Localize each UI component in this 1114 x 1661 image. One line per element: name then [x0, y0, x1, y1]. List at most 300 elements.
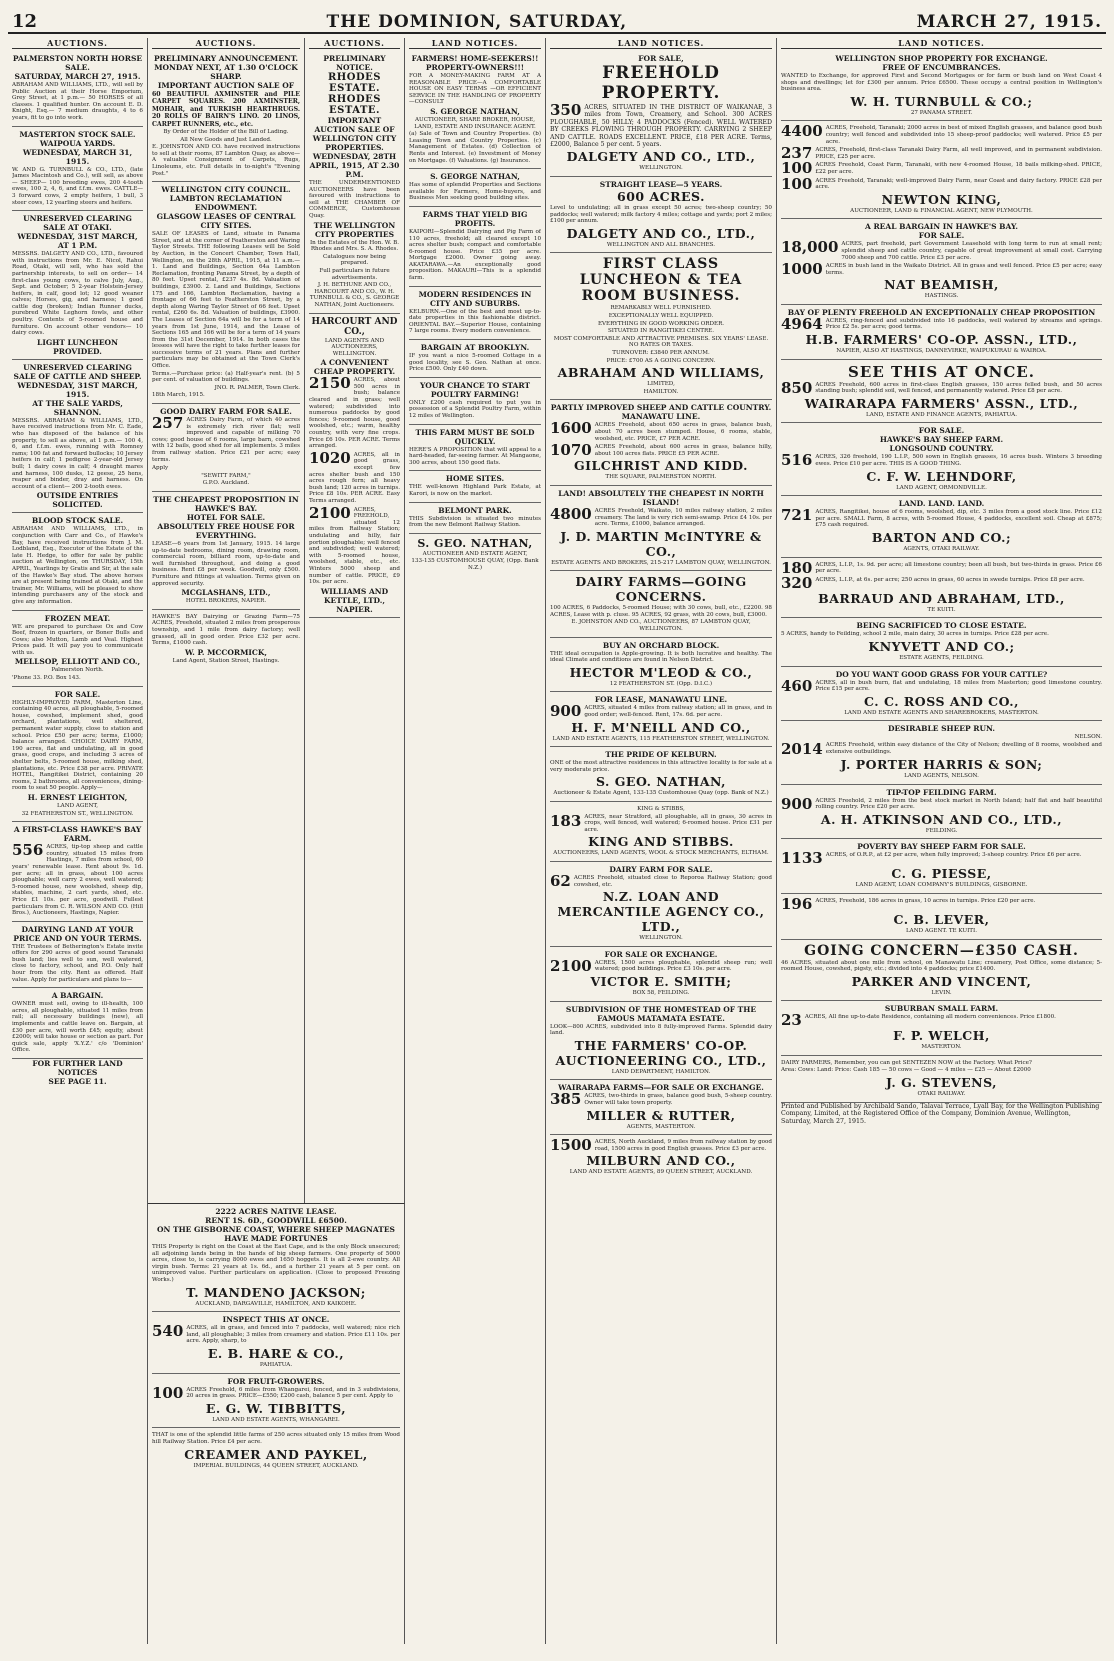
advert — [781, 1056, 1102, 1103]
masthead — [8, 6, 1106, 34]
advert-title: UNRESERVED CLEARING SALE AT OTAKI. — [23, 214, 132, 233]
advert-title: THIS FARM MUST BE SOLD QUICKLY. — [415, 427, 535, 446]
advert-body: ACRES Freehold, Taranaki; well-improved Dairy Farm, near Coast and dairy factory. PRICE £28 per acre. — [815, 177, 1102, 191]
advert-subtitle: FREE OF ENCUMBRANCES. — [882, 63, 1001, 72]
advert-title: PARTLY IMPROVED SHEEP AND CATTLE COUNTRY. — [550, 403, 772, 413]
advert — [152, 1428, 400, 1473]
acreage-number: 350 — [550, 101, 582, 119]
column-header: LAND NOTICES. — [781, 38, 1102, 49]
advert-body: 5 ACRES, handy to Feilding, school 2 mile, main dairy, 30 acres in turnips. Price £28 per acre. — [781, 631, 1049, 638]
advert-body: KAIPORI—Splendid Dairying and Pig Farm of 110 acres, freehold; all cleared except 10 acres shelter bush; compact and comfortable 6-roomed house. Price £35 per acre. Mortgage £2000. Owner going away. AKATARAWA.—An exceptionally good proposition. MAKAURI—This is a splendid farm. — [409, 228, 541, 282]
advertiser-name: E. B. HARE & CO., — [207, 1345, 345, 1361]
advert-title: BLOOD STOCK SALE. — [31, 516, 124, 526]
advert-line: EVERYTHING IN GOOD WORKING ORDER. — [597, 320, 725, 327]
advert — [152, 492, 300, 610]
advert-body: OWNER must sell, owing to ill-health, 100 acres, all ploughable, situated 11 miles from rail; all necessary buildings (new), all implements and cattle leave on. Bargain, at £30 per acre, will worth £45; equity, about £2000; will take house or section as part. For quick sale, apply 'X.Y.Z.' c/o 'Dominion' Office. — [12, 1001, 143, 1054]
advert — [550, 862, 772, 947]
advert-body: 46 ACRES, situated about one mile from school, on Manawatu Line; creamery, Post Office, some distance; 5-roomed House, cowshed, pigsty, etc.; divided into 4 paddocks; price £1400. — [781, 959, 1102, 973]
advertiser-address: LAND AGENT, ORMONDVILLE. — [896, 484, 987, 491]
advertiser-address: 27 PANAMA STREET. — [910, 109, 973, 116]
advertiser-name: WILLIAMS AND KETTLE, LTD., NAPIER. — [320, 586, 389, 614]
advert-note: Catalogues now being prepared. — [323, 253, 386, 267]
advertiser-address: LAND AND ESTATE AGENTS, 89 QUEEN STREET, AUCKLAND. — [569, 1169, 753, 1176]
advert — [152, 1204, 400, 1312]
advertiser-name: MCGLASHANS, LTD., — [181, 588, 271, 598]
advertiser-name: KNYVETT AND CO.; — [868, 638, 1015, 654]
advert-body: 100 ACRES, 6 Paddocks, 5-roomed House; with 30 cows, bull, etc., £2200. 98 ACRES, Lease with p. cluse. 95 ACRES, 92 grass, with 20 cows, bull, £3000. — [550, 605, 772, 618]
advert-body: THE ideal occupation is Apple-growing. It is both lucrative and healthy. The ideal Climate and conditions are found in Nelson District. — [550, 650, 772, 664]
advert-body: ACRES, FREEHOLD, situated 12 miles from Railway Station; undulating and hilly, fair portion ploughable; well fenced and subdivided; well watered; with 5-roomed house, woolshed, stable, etc., etc. Winters 5000 sheep and number of cattle. PRICE, £9 10s. per acre. — [309, 506, 400, 586]
advert — [781, 360, 1102, 424]
advertiser-name: S. GEORGE NATHAN, — [430, 106, 520, 116]
advert-body: ACRES, Freehold, first-class Taranaki Dairy Farm, all well improved, and in permanent subdivision. PRICE, £25 per acre. — [815, 147, 1102, 160]
advert-date: WEDNESDAY, 31ST MARCH, 1915. — [17, 380, 138, 399]
advert-body: ACRES, Freehold, 186 acres in grass, 10 acres in turnips. Price £20 per acre. — [815, 897, 1036, 904]
advertiser-name: C. F. W. LEHNDORF, — [866, 468, 1017, 484]
advert — [781, 667, 1102, 722]
advertiser-role: AUCTIONEER, SHARE BROKER, HOUSE, LAND, ESTATE AND INSURANCE AGENT. — [414, 116, 536, 130]
advert — [409, 169, 541, 207]
advertiser-address: LAND AND ESTATE AGENTS AND SHAREBROKERS, MASTERTON. — [844, 709, 1039, 716]
advertiser-address: BOX 58, FEILDING. — [632, 989, 690, 996]
advert-subtitle: LAMBTON RECLAMATION ENDOWMENT. — [169, 194, 283, 213]
advert-place: AT THE SALE YARDS, SHANNON. — [32, 398, 123, 417]
advert-body: E. JOHNSTON AND CO. have received instructions to sell at their rooms, 87 Lambton Quay, as above— A valuable Consignment of Carpets, Rugs, Linoleums, etc. Full details in to-night's "Evening Post." — [152, 144, 300, 177]
advertiser-address: 32 FEATHERSTON ST., WELLINGTON. — [21, 810, 134, 817]
advertiser-address: THE SQUARE, PALMERSTON NORTH. — [605, 474, 717, 481]
advert — [781, 121, 1102, 219]
advert-title: FROZEN MEAT. — [44, 613, 111, 623]
advert — [152, 182, 300, 404]
advert-apply: Apply — [152, 465, 169, 472]
advert-title: FARMERS! HOME-SEEKERS!! PROPERTY-OWNERS!!! — [411, 54, 539, 72]
advert — [309, 51, 400, 314]
advert — [409, 471, 541, 502]
advert-body: ACRES, All fine up-to-date Residence, containing all modern conveniences. Price £1800. — [804, 1014, 1056, 1021]
advert-body: ACRES, Rangitikei, house of 6 rooms, woolshed, dip, etc. 3 miles from a good stock line. Price £12 per acre. SMALL Farm, 8 acres, with 5-roomed House, 4 paddocks, excellent soil. Cheap at £875; £75 cash required. — [815, 509, 1102, 529]
advert-body: ACRES Freehold, about 650 acres in grass, balance bush, about 70 acres been stumped. House, 6 rooms, stable, woolshed, etc. PRICE, £7 PER ACRE. — [594, 422, 772, 442]
advert — [12, 922, 143, 989]
acreage-number: 556 — [12, 841, 44, 860]
advertiser-address: WELLINGTON. — [639, 935, 683, 942]
advertiser-address: Auctioneer & Estate Agent, 133-135 Customhouse Quay (opp. Bank of N.Z.) — [553, 790, 769, 797]
advert-title: DAIRY FARM FOR SALE. — [609, 864, 713, 874]
advert-title: LAND! ABSOLUTELY THE CHEAPEST IN NORTH ISLAND! — [558, 488, 764, 507]
advertiser-role: HOTEL BROKERS, NAPIER. — [185, 598, 267, 605]
advert — [781, 496, 1102, 557]
advert — [781, 423, 1102, 496]
advert-body: ABRAHAM AND WILLIAMS, LTD., in conjunction with Carr and Co., of Hawke's Bay, have received instructions from J. M. Lodbland, Esq., Executor of the Estate of the late H. Hedge, to offer for sale by public auction at Wellington, on THURSDAY, 15th APRIL, Yearlings by Gratis and Sir, at the sale of the Hawke's Bay stud. The above horses are at present being trained at Otaki, and the trainer, Mr. Williams, will be pleased to show intending purchasers any of the stock and give any information. — [12, 526, 143, 605]
advert-body: ACRES, about 500 acres in bush; balance cleared and in grass; well watered; subdivided into numerous paddocks by good fences; 9-roomed house, good woolshed, etc.; warm, healthy country, with very fine crops. Price £6 10s. PER ACRE. Terms arranged. — [309, 377, 400, 450]
advert-list: (a) Sale of Town and Country Properties. (b) Leasing Town and Country Properties. (c) Management of Estates. (d) Collection of Rents and Interest. (e) Investment of Money on Mortgage. (f) Valuations. (g) Insurance. — [409, 131, 541, 164]
acreage-number: 320 — [781, 573, 813, 592]
advert — [550, 51, 772, 177]
advert — [781, 839, 1102, 894]
advertiser-name: S. GEO. NATHAN, — [417, 536, 533, 550]
advertiser-address: LAND AND ESTATE AGENTS, 115 FEATHERSTON STREET, WELLINGTON. — [552, 735, 770, 742]
advert-title: FOR SALE. — [918, 426, 965, 436]
advert-line: REMARKABLY WELL FURNISHED. — [610, 305, 712, 312]
advert-body: ACRES Freehold, 600 acres in first-class English grasses, 150 acres felled bush, and 50 acres standing bush; splendid soil, well fenced, and permanently watered. Price £8 per acre. — [815, 381, 1102, 395]
advert — [152, 51, 300, 182]
advert — [550, 1135, 772, 1180]
advert-title: PRELIMINARY NOTICE. — [323, 54, 386, 72]
advert — [550, 177, 772, 253]
advert-headline: ON THE GISBORNE COAST, WHERE SHEEP MAGNATES HAVE MADE FORTUNES — [157, 1225, 395, 1243]
advert-note: OUTSIDE ENTRIES SOLICITED. — [36, 491, 119, 510]
advert-title: MASTERTON STOCK SALE. — [19, 129, 136, 139]
advertiser-name: W. P. MCCORMICK, — [184, 647, 267, 657]
advertiser-name: H.B. FARMERS' CO-OP. ASSN., LTD., — [805, 332, 1078, 348]
acreage-number: 2150 — [309, 374, 351, 393]
advert-subtitle: RENT 1S. 6D., GOODWILL £6500. — [205, 1216, 347, 1225]
advert-date: MONDAY NEXT, AT 1.30 O'CLOCK SHARP. — [154, 63, 298, 81]
advertiser-name: S. GEO. NATHAN, — [595, 774, 727, 790]
advertiser-name: J. G. STEVENS, — [885, 1075, 998, 1091]
advert — [409, 503, 541, 534]
acreage-number: 1020 — [309, 448, 351, 467]
advertiser-name: E. JOHNSTON AND CO., AUCTIONEERS, 87 LAMBTON QUAY, WELLINGTON. — [571, 619, 751, 633]
advertiser-phone: 'Phone 33. P.O. Box 143. — [12, 675, 81, 682]
acreage-number: 237 — [781, 144, 813, 163]
advertiser-address: MASTERTON. — [921, 1044, 962, 1051]
acreage-number: 460 — [781, 676, 813, 695]
advertiser-name: KING AND STIBBS. — [588, 834, 734, 850]
advert-title: FOR SALE OR EXCHANGE. — [604, 949, 718, 959]
advert-subtitle: MANAWATU LINE. — [621, 412, 701, 422]
advert — [12, 513, 143, 610]
acreage-number: 385 — [550, 1090, 582, 1109]
advert-body: ACRES in bush land in the Waikato District. All in grass and well fenced. Price £5 per acre; easy terms. — [825, 263, 1102, 276]
advert-body: HAWKE'S BAY Dairying or Grazing Farm—75 ACRES, Freehold, situated 2 miles from prosperous township, and 1 mile from dairy factory; well grassed, all in good order. Price £32 per acre. Terms, £1000 cash. — [152, 613, 300, 647]
acreage-number: 1070 — [550, 441, 592, 460]
advert-date: WEDNESDAY, 31ST MARCH, AT 1 P.M. — [17, 232, 138, 251]
advertiser-address: PAHIATUA. — [259, 1361, 293, 1368]
column-header: AUCTIONS. — [152, 38, 300, 49]
acreage-number: 1600 — [550, 419, 592, 438]
advertiser-name: BARTON AND CO.; — [871, 530, 1012, 545]
advert — [152, 610, 300, 669]
column-land-notices-3 — [777, 38, 1106, 1644]
advert — [550, 947, 772, 1002]
advert-line: MOST COMFORTABLE AND ATTRACTIVE PREMISES. SIX YEARS' LEASE. NO RATES OR TAXES. — [553, 335, 769, 349]
advert-subtitle: FOR SALE. — [918, 231, 965, 241]
advert-body: ONLY £200 cash required to put you in possession of a Splendid Poultry Farm, within 12 miles of Wellington. — [409, 399, 541, 419]
advert-body: THIS Property is right on the Coast at the East Cape, and is the only Block unsecured; all adjoining lands being in the hands of big sheep farmers. One property of 5000 acres, close to, is carrying 8000 ewes and 1650 hoggets. It is all 2-ewe country. All virgin bush. Terms: 21 years at 1s. 6d., and a further 21 years at 5 per cent. on unimproved value. Further particulars on application. (Close to proposed Freezing Works.) — [152, 1244, 400, 1283]
advert-body: ACRES, all in bush burn, flat and undulating, 18 miles from Masterton; good limestone country. Price £15 per acre. — [815, 679, 1102, 693]
advertiser-address: LAND AND ESTATE AGENTS, WHANGAREI. — [212, 1416, 340, 1423]
advertiser-role: AUCTIONEER AND ESTATE AGENT, — [422, 550, 528, 557]
advert-body: W. AND G. TURNBULL & CO., LTD., (late James Macintosh and Co.), will sell, as above— SHEEP— 100 breeding ewes, 200 4-tooth ewes, 100 2, 4, 6, and f.f.m. ewes. CATTLE— 3 forward cows, 2 empty heifers, 1 bull, 3 steer cows, 12 yearling steers and heifers. — [12, 166, 143, 206]
advertiser-name: NEWTON KING, — [881, 191, 1002, 207]
advert — [309, 314, 400, 618]
advert-title: A CONVENIENT CHEAP PROPERTY. — [313, 358, 396, 377]
advert-body: THE UNDERMENTIONED AUCTIONEERS have been favoured with instructions to sell at THE CHAMBER OF COMMERCE, Customhouse Quay. — [309, 180, 400, 219]
advertiser-role: LAND AGENT, — [56, 802, 99, 809]
advert-body: ACRES, 326 freehold, 190 L.I.P., 500 sown in English grasses, 16 acres bush. Winters 3 breeding ewes. Price £10 per acre. THIS IS A GOOD THING. — [815, 454, 1102, 468]
advert-body: Has some of splendid Properties and Sections available for Farmers, Home-buyers, and Business Men seeking good building sites. — [409, 182, 541, 202]
advertiser-name: A. H. ATKINSON AND CO., LTD., — [820, 811, 1063, 827]
advert-table: Area: Cows: Land: Price: Cash 185 — 50 cows — Good — 4 miles — £25 — About £2000 — [781, 1067, 1031, 1074]
advertiser-address: WELLINGTON AND ALL BRANCHES. — [606, 241, 716, 248]
advert — [550, 692, 772, 747]
advert-body: KELBURN.—One of the best and most up-to-date properties in this fashionable district. ORIENTAL BAY.—Superior House, containing 7 large rooms. Every modern convenience. — [409, 308, 541, 335]
advert-title: BUY AN ORCHARD BLOCK. — [602, 640, 720, 650]
advert-estate: In the Estates of the Hon. W. B. Rhodes and Mrs. S. A. Rhodes. — [309, 239, 400, 253]
advert-body: HIGHLY-IMPROVED FARM, Masterton Line, containing 40 acres, all ploughable, 5-roomed house, cowshed, implement shed, good orchard, plantations, well sheltered, permanent water supply, close to station and school. Price £50 per acre; terms, £1000; balance arranged. CHOICE DAIRY FARM, 190 acres, flat and undulating, all in good grass, good crops, and including 3 acres of shelter belts, 5-roomed house, milking shed, plantations, etc. Price £38 per acre. PRIVATE HOTEL, Rangitikei District, containing 20 rooms, 2 bathrooms, all conveniences, dining-room to seat 50 people. Apply— — [12, 699, 143, 792]
advert — [781, 51, 1102, 121]
acreage-number: 100 — [781, 159, 813, 178]
advertiser-name: DALGETY AND CO., LTD., — [566, 225, 756, 241]
advertiser-address: TE KUITI. — [927, 606, 956, 613]
advertiser-names: J. H. BETHUNE AND CO., HARCOURT AND CO., W. H. TURNBULL & CO., S. GEORGE NATHAN, Joint Auctioneers. — [309, 282, 400, 308]
advertiser-name: C. G. PIESSE, — [891, 866, 992, 882]
advert-title: FOR LEASE, MANAWATU LINE. — [594, 695, 728, 705]
advertiser-suffix: LIMITED, — [647, 381, 675, 388]
advert — [781, 558, 1102, 619]
acreage-number: 900 — [781, 794, 813, 813]
advert-body: THE Trustees of Betherington's Estate invite offers for 290 acres of good sound Taranaki bush land; lies well to sun, well watered, close to factory, school, and P.O. Only half hour from the city. Rent as offered. Half value. Apply for particulars and plans to— — [12, 943, 143, 983]
advert — [409, 378, 541, 425]
advert-body: ACRES, 1500 acres ploughable, splendid sheep run; well watered; good buildings. Price £3 10s. per acre. — [594, 959, 772, 973]
advertiser-name: ABRAHAM AND WILLIAMS, — [557, 365, 765, 381]
advert-body: ACRES, of O.R.P., at £2 per acre, when fully improved; 3-sheep country. Price £6 per acre. — [825, 852, 1082, 859]
advert-title: DESIRABLE SHEEP RUN. — [887, 724, 996, 734]
advert-subtitle: IMPORTANT AUCTION SALE OF WELLINGTON CITY PROPERTIES. — [312, 116, 397, 152]
column-auctions-2 — [148, 38, 305, 1203]
advert — [152, 404, 300, 492]
advert-headline: DAIRY FARMS—GOING CONCERNS. — [575, 574, 747, 605]
advert-title: BAY OF PLENTY FREEHOLD AN EXCEPTIONALLY CHEAP PROPOSITION — [787, 307, 1096, 317]
column-auctions-1 — [8, 38, 148, 1644]
advert-body: FOR A MONEY-MAKING FARM AT A REASONABLE PRICE—A COMFORTABLE HOUSE ON EASY TERMS —OR EFFICIENT SERVICE IN THE HANDLING OF PROPERTY—CONSULT — [409, 73, 541, 106]
acreage-number: 1133 — [781, 849, 823, 868]
acreage-number: 183 — [550, 811, 582, 830]
advertiser-address: IMPERIAL BUILDINGS, 44 QUEEN STREET, AUCKLAND. — [193, 1462, 359, 1469]
advertiser-name: WAIRARAPA FARMERS' ASSN., LTD., — [804, 395, 1079, 411]
advertiser-address: HASTINGS. — [924, 293, 959, 300]
advert-headline: FREEHOLD PROPERTY. — [601, 63, 721, 103]
advert — [781, 618, 1102, 666]
advert — [409, 207, 541, 287]
advertiser-role: AUCTIONEER, LAND & FINANCIAL AGENT, NEW PLYMOUTH. — [850, 207, 1033, 214]
advert-date: WEDNESDAY, 28TH APRIL, 1915, AT 2.30 P.M. — [309, 152, 400, 179]
advert-body: ACRES Freehold, Coast Farm, Taranaki, with new 4-roomed House, 18 bails milking-shed. PRICE, £22 per acre. — [815, 162, 1102, 175]
newspaper-page — [8, 6, 1106, 1647]
advert-title: POVERTY BAY SHEEP FARM FOR SALE. — [857, 842, 1026, 852]
column-header: LAND NOTICES. — [409, 38, 541, 49]
advertiser-name: T. MANDENO JACKSON; — [186, 1284, 366, 1300]
advert-title: LAND. LAND. LAND. — [898, 499, 985, 509]
advert-body: ACRES Freehold, situated close to Reporoa Railway Station; good cowshed, etc. — [573, 874, 772, 888]
advertiser-address: AGENTS, MASTERTON. — [626, 1123, 696, 1130]
advert-body: ACRES, Freehold, Taranaki; 2000 acres in best of mixed English grasses, and balance good bush country; well fenced and subdivided into 15 sheep-proof paddocks; well watered. Price £5 per acre. — [825, 125, 1102, 145]
advertiser-address: FEILDING. — [925, 827, 958, 834]
advert-title: WAIRARAPA FARMS—FOR SALE OR EXCHANGE. — [558, 1083, 764, 1093]
advertiser-address: OTAKI RAILWAY. — [917, 1091, 966, 1098]
column-header: LAND NOTICES. — [550, 38, 772, 49]
advertiser-name: "SEWITT FARM," — [201, 472, 251, 479]
acreage-number: 196 — [781, 894, 813, 913]
middle-columns — [148, 38, 545, 1203]
column-auctions-3 — [305, 38, 405, 1203]
advert — [152, 1312, 400, 1373]
advertiser-name: KING & STIBBS, — [637, 806, 685, 812]
advert-title: FOR SALE, — [638, 54, 684, 63]
advert-line: EXCEPTIONALLY WELL EQUIPPED. — [608, 313, 714, 319]
advert-body: ACRES, L.I.P., at 6s. per acre; 250 acres in grass, 60 acres in swede turnips. Price £8 per acre. — [815, 576, 1085, 583]
advertiser-name: C. C. ROSS AND CO., — [864, 693, 1019, 709]
advert-title: A REAL BARGAIN IN HAWKE'S BAY. — [865, 222, 1018, 232]
acreage-number: 62 — [550, 871, 571, 890]
advert-date: WEDNESDAY, MARCH 31, 1915. — [22, 147, 133, 166]
advert-location: NELSON. — [1074, 734, 1102, 741]
advert-title: GOOD DAIRY FARM FOR SALE. — [160, 407, 292, 417]
acreage-number: 4964 — [781, 314, 823, 333]
advertiser-name: H. ERNEST LEIGHTON, — [27, 792, 128, 802]
advert-body: ACRES, SITUATED IN THE DISTRICT OF WAIKANAE, 3 miles from Town, Creamery, and School. 300 ACRES PLOUGHABLE, 50 HILLY; 4 PADDOCKS (Fenced). WELL WATERED BY CREEKS FLOWING THROUGH PROPERTY. CARRYING 2 SHEEP AND CATTLE. ROADS EXCELLENT. PRICE, £18 PER ACRE. Terms, £2000, Balance 5 per cent. 5 years. — [550, 104, 772, 149]
acreage-number: 257 — [152, 414, 184, 433]
advert-note: All New Goods and Just Landed. — [180, 136, 272, 143]
advert-headline: 600 ACRES. — [617, 189, 705, 205]
advert-body: LEASE—6 years from 1st January, 1915. 14 large up-to-date bedrooms, dining room, drawing room, commercial room, billiard room, up-to-date and well furnished throughout, and doing a good business. Rent £8 per week. Goodwill, only £500. Furniture and fittings at valuation. Terms given on approved security. — [152, 540, 300, 587]
acreage-number: 23 — [781, 1011, 802, 1030]
advert-note: LIGHT LUNCHEON PROVIDED. — [37, 337, 118, 356]
advert-body: ACRES, all in good grass, except few acres shelter bush and 150 acres rough fern; all heavy bush land; 120 acres in turnips. Price £8 10s. PER ACRE. Easy Terms arranged. — [309, 451, 400, 504]
advertiser-address: LAND AGENTS, NELSON. — [904, 772, 979, 779]
advert-headline: SEE THIS AT ONCE. — [848, 362, 1035, 381]
advert-body: ACRES Freehold, 6 miles from Whangarei, fenced, and in 3 subdivisions, 20 acres in grass. PRICE—£550; £200 cash, balance 5 per cent. Apply to — [186, 1386, 400, 1400]
acreage-number: 2100 — [309, 503, 351, 522]
advert — [409, 340, 541, 378]
advert — [781, 894, 1102, 940]
advert-body: LOOK—800 ACRES, subdivided into 8 fully-improved Farms. Splendid dairy land. — [550, 1023, 772, 1037]
acreage-number: 1500 — [550, 1136, 592, 1155]
advert-body: ACRES Freehold, Waikato, 10 miles railway station, 2 miles creamery. The land is very rich semi-swamp. Price £4 10s. per acre. Terms, £1000, balance arranged. — [594, 507, 772, 528]
advert — [12, 51, 143, 127]
advertiser-name: F. P. WELCH, — [893, 1028, 990, 1044]
advert-title: A BARGAIN. — [51, 991, 104, 1001]
advert-body: THAT is one of the splendid little farms of 250 acres situated only 15 miles from Wood hill Railway Station. Price £4 per acre. — [152, 1432, 400, 1445]
acreage-number: 18,000 — [781, 238, 839, 257]
advert-body: ACRES Freehold, about 600 acres in grass, balance hilly, about 100 acres flats. PRICE £5 PER ACRE. — [594, 444, 772, 457]
advert-body: THIS Subdivision is situated two minutes from the new Belmont Railway Station. — [409, 515, 541, 529]
advert — [550, 638, 772, 693]
acreage-number: 2014 — [781, 739, 823, 758]
advertiser-name: J. PORTER HARRIS & SON; — [840, 756, 1043, 772]
advert-headline: FIRST CLASS LUNCHEON & TEA ROOM BUSINESS. — [579, 256, 743, 305]
advert-signature: JNO. R. PALMER, Town Clerk. — [214, 384, 300, 391]
column-land-notices-2 — [545, 38, 777, 1644]
advert-subtitle: GLASGOW LEASES OF CENTRAL CITY SITES. — [156, 212, 296, 231]
advert-body: MESSRS. ABRAHAM & WILLIAMS, LTD., have received instructions from Mr. C. Eade, who has disposed of the balance of his property, to sell as above, at 1 p.m.— 100 4, 6, and f.f.m. ewes, running with Romney rams; 100 fat and forward bullocks; 10 Jersey heifers in calf; 1 pedigree 2-year-old Jersey bull; 1 dairy cows in calf; 4 draught mares and harness, 100 dusks, 12 geese, 25 hens, reaper and binder, dray and harness. On account of a client— 200 2-tooth ewes. — [12, 417, 143, 490]
advert-subtitle: HAWKE'S BAY SHEEP FARM. — [879, 435, 1004, 445]
advertiser-name: HECTOR M'LEOD & CO., — [569, 664, 753, 680]
advert — [550, 1080, 772, 1135]
advert — [12, 211, 143, 360]
advertiser-name: C. B. LEVER, — [893, 911, 990, 927]
advert — [550, 571, 772, 637]
advertiser-address: WELLINGTON. — [639, 165, 683, 172]
advert — [550, 1002, 772, 1081]
advert-title: THE CHEAPEST PROPOSITION IN HAWKE'S BAY. — [153, 494, 299, 513]
advert — [409, 425, 541, 472]
advertiser-name: W. H. TURNBULL & CO.; — [850, 93, 1033, 109]
advertiser-name: MILLER & RUTTER, — [586, 1107, 736, 1123]
advertiser-address: G.P.O. Auckland. — [202, 480, 250, 487]
acreage-number: 180 — [781, 558, 813, 577]
advertiser-address: LEVIN. — [931, 989, 952, 996]
advert — [12, 611, 143, 687]
acreage-number: 4400 — [781, 122, 823, 141]
advert-order: By Order of the Holder of the Bill of Lading. — [163, 129, 289, 136]
column-header: AUCTIONS. — [12, 38, 143, 49]
advert-body: THE well-known Highland Park Estate, at Karori, is now on the market. — [409, 484, 541, 497]
advert-body: ACRES, situated 4 miles from railway station; all in grass, and in good order; well-fenced. Rent, 17s. 6d. per acre. — [584, 705, 772, 719]
acreage-number: 100 — [152, 1383, 184, 1402]
advertiser-name: S. GEORGE NATHAN, — [430, 172, 520, 182]
advert — [781, 721, 1102, 784]
advert — [409, 287, 541, 340]
advert — [12, 127, 143, 212]
advert-body: ONE of the most attractive residences in this attractive locality is for sale at a very moderate price. — [550, 760, 772, 773]
acreage-number: 100 — [781, 174, 813, 193]
advertiser-address: 12 FEATHERSTON ST. (Opp. D.I.C.) — [609, 680, 713, 687]
imprint-footer: Printed and Published by Archibald Sando, Talavai Terrace, Lyall Bay, for the Wellington Publishing Company, Limited, at the Registered Office of the Company, Dominion Avenue, Wellington, Saturday, March 27, 1915. — [781, 1102, 1100, 1125]
advert-title: SUBURBAN SMALL FARM. — [884, 1004, 999, 1014]
columns — [8, 38, 1106, 1644]
advert-line: TURNOVER: £3840 PER ANNUM. — [612, 349, 710, 356]
advertiser-name: MELLSOP, ELLIOTT AND CO., — [14, 657, 141, 667]
advert-title: INSPECT THIS AT ONCE. — [222, 1315, 330, 1325]
advert — [409, 51, 541, 169]
advertiser-address: AUCTIONEERS, LAND AGENTS, WOOL & STOCK MERCHANTS, ELTHAM. — [553, 850, 769, 857]
advert-title: TIP-TOP FEILDING FARM. — [886, 787, 997, 797]
advert-body: ACRES, North Auckland, 9 miles from railway station by good road, 1500 acres in good English grasses. Price £3 per acre. — [594, 1139, 772, 1152]
advertiser-name: MILBURN AND CO., — [586, 1153, 736, 1169]
advert — [781, 785, 1102, 840]
advert — [152, 1374, 400, 1429]
advert-body: ACRES, tip-top sheep and cattle country, situated 15 miles from Hastings, 7 miles from school, 60 years' renewable lease. Rent about 9s. 1d. per acre; all in grass, about 100 acres ploughable; well carry 2 ewes, well watered; 5-roomed house, new woolshed, sheep dip, stables, machine, 2 cart yards, shed, etc. Price £1 10s. per acre, goodwill. Fullest particulars from C. R. WILSON AND CO. (Hill Bros.), Auctioneers, Hastings, Napier. — [12, 844, 143, 917]
advertiser-name: GILCHRIST AND KIDD. — [573, 458, 749, 474]
advert — [12, 687, 143, 823]
advert-headline: GOING CONCERN—£350 CASH. — [804, 942, 1079, 959]
advert-body: WANTED to Exchange, for approved First and Second Mortgages or for farm or bush land on West Coast 4 shops and dwellings; let for £300 per annum. Price £6500. These occupy a central position in Wellington's business area. — [781, 73, 1102, 93]
advert-headline: RHODES ESTATE. RHODES ESTATE. — [328, 72, 381, 116]
advertiser-name: VICTOR E. SMITH; — [590, 973, 732, 989]
advert-line: SITUATED IN RANGITIKEI CENTRE. — [607, 328, 715, 335]
advert-title: HOME SITES. — [445, 474, 505, 484]
advert-body: HERE'S A PROPOSITION that will appeal to a hard-headed, far-seeing farmer. At Mangaone, 300 acres, about 150 good flats. — [409, 446, 541, 466]
advert-title: BELMONT PARK. — [438, 505, 512, 515]
advertiser-address: 133-135 CUSTOMHOUSE QUAY, (Opp. Bank N.Z.) — [411, 558, 539, 571]
advertiser-address: NAPIER, ALSO AT HASTINGS, DANNEVIRKE, WAIPUKURAU & WAIROA. — [836, 348, 1047, 355]
advert-body: ACRES, ring-fenced and subdivided into 16 paddocks, well watered by streams and springs. Price £2 5s. per acre; good terms. — [825, 317, 1102, 331]
advertiser-address: LAND AGENT, LOAN COMPANY'S BUILDINGS, GISBORNE. — [855, 882, 1028, 889]
advert-subtitle: WAIPOUA YARDS. — [39, 138, 116, 148]
issue-date: MARCH 27, 1915. — [916, 12, 1102, 32]
advert-title: BARGAIN AT BROOKLYN. — [420, 343, 530, 353]
advert-title: UNRESERVED CLEARING SALE OF CATTLE AND SHEEP. — [13, 362, 142, 381]
advertiser-role: LAND AGENTS AND AUCTIONEERS, WELLINGTON. — [324, 337, 385, 357]
advert-items: 60 BEAUTIFUL AXMINSTER and PILE CARPET SQUARES. 200 AXMINSTER, MOHAIR, and TURKISH HEARTHRUGS. 20 ROLLS OF BAIRN'S LINO. 20 LINOS, CARPET RUNNERS, etc., etc. — [152, 91, 300, 128]
acreage-number: 1000 — [781, 260, 823, 279]
advert-body: MESSRS. DALGETY AND CO., LTD., favoured with instructions from Mr. E. Nicol, Rahui Road, Otaki, will sell, who has sold the partnership interests, to sell on order— 14 first-class young cows, to calve July, Aug., Sept. and October; 5 2-year Holstein-Jersey heifers, in calf, good lot; 12 good weaner calves; Horses, gig, and harness; 1 good cattle dog (broken); Indian Runner ducks, purebred White Leghorn fowls, and other poultry. Contents of 5-roomed house and furniture. On account other vendors— 10 dairy cows. — [12, 251, 143, 337]
advertiser-name: H. F. M'NEILL AND CO., — [571, 719, 751, 735]
advertiser-name: PARKER AND VINCENT, — [851, 973, 1032, 989]
advert — [12, 360, 143, 514]
footer-note: SEE PAGE 11. — [48, 1077, 107, 1086]
